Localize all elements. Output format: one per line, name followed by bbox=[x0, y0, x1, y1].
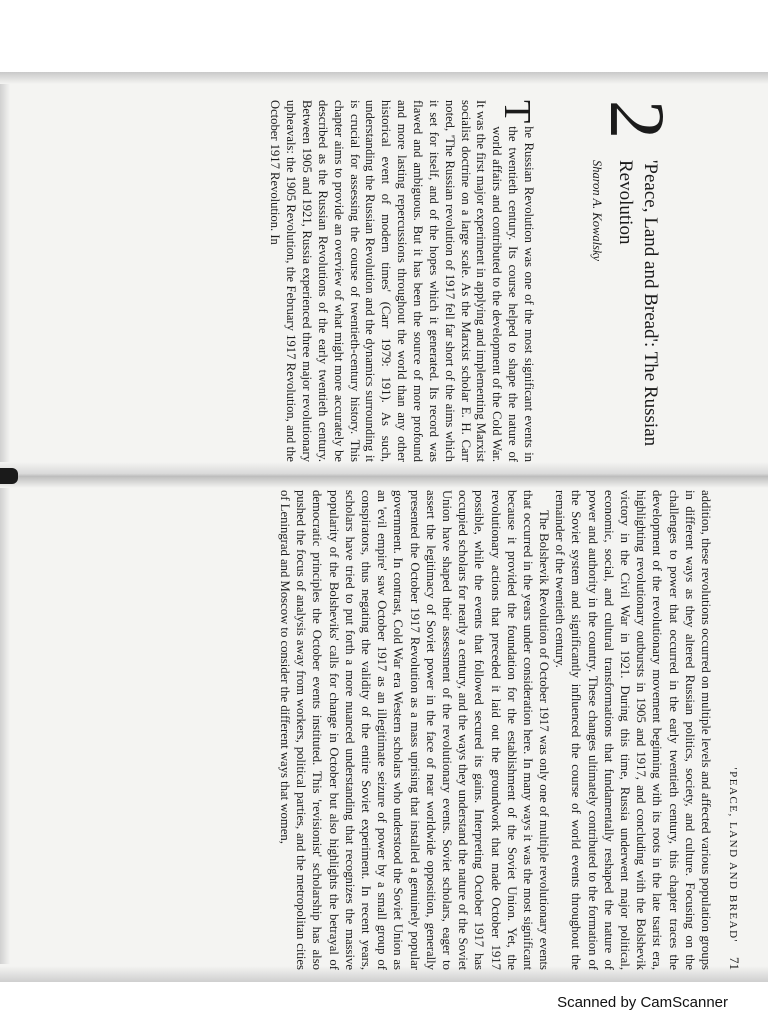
chapter-author: Sharon A. Kowalsky bbox=[590, 160, 604, 262]
page-71 bbox=[62, 490, 742, 970]
scanner-watermark: Scanned by CamScanner bbox=[557, 994, 728, 1011]
drop-cap: T bbox=[496, 100, 538, 124]
gutter-binding-mark bbox=[0, 468, 18, 484]
scan-top-edge bbox=[0, 72, 768, 84]
page-number: 71 bbox=[727, 957, 742, 970]
chapter-opening-page bbox=[268, 100, 681, 462]
intro-paragraph bbox=[266, 100, 536, 462]
book-gutter bbox=[0, 462, 768, 488]
running-head-title: 'PEACE, LAND AND BREAD' bbox=[727, 767, 739, 943]
chapter-heading bbox=[536, 100, 681, 462]
chapter-number: 2 bbox=[594, 100, 681, 139]
body-paragraph: addition, these revolutions occurred on multiple levels and affected various population groups in different ways as they altered Russian politics, society, and culture. Focusing on the challenges to power that occurred in the early twentieth century, this chapter traces the development of the revolutionary movement beginning with its roots in the late tsarist era, highlighting revolutionary outbursts in 1905 and 1917, and concluding with the Bolshevik victory in the Civil War in 1921. During this time, Russia underwent major political, economic, social, and cultural transformations that fundamentally reshaped the nature of power and authority in the country. These changes ultimately contributed to the formation of the Soviet system and significantly influenced the course of world events throughout the remainder of the twentieth century. bbox=[553, 490, 713, 970]
running-head bbox=[720, 490, 742, 970]
intro-paragraph-text: he Russian Revolution was one of the most significant events in the twentieth century. Its course helped to shape the nature of world affairs and contributed to the development of the Cold War. It was the first major experiment in applying and implementing Marxist socialist doctrine on a large scale. As the Marxist scholar E. H. Carr noted, 'The Russian revolution of 1917 fell far short of the aims which it set for itself, and of the hopes which it generated. Its record was flawed and ambiguous. But it has been the source of more profound and more lasting repercussions throughout the world than any other historical event of modern times' (Carr 1979: 191). As such, understanding the Russian Revolution and the dynamics surrounding it is crucial for assessing the course of twentieth-century history. This chapter aims to provide an overview of what might more accurately be described as the Russian Revolutions of the early twentieth century. Between 1905 and 1921, Russia experienced three major revolutionary upheavals: the 1905 Revolution, the February 1917 Revolution, and the October 1917 Revolution. In bbox=[268, 100, 536, 462]
body-paragraph: The Bolshevik Revolution of October 1917 was only one of multiple revolutionary events that occurred in the years under consideration here. In many ways it was the most significant because it provided the foundation for the establishment of the Soviet Union. Yet, the revolutionary actions that preceded it laid out the groundwork that made October 1917 possible, while the events that followed secured its gains. Interpreting October 1917 has occupied scholars for nearly a century, and the ways they understand the nature of the Soviet Union have shaped their assessment of the revolutionary events. Soviet scholars, eager to assert the legitimacy of Soviet power in the face of near worldwide opposition, generally presented the October 1917 Revolution as a mass uprising that installed a genuinely popular government. In contrast, Cold War era Western scholars who understood the Soviet Union as an 'evil empire' saw October 1917 as an illegitimate seizure of power by a small group of conspirators, thus negating the validity of the entire Soviet experiment. In recent years, scholars have tried to put forth a more nuanced understanding that recognizes the massive popularity of the Bolsheviks' calls for change in October but also highlights the betrayal of democratic principles the October events instituted. This 'revisionist' scholarship has also pushed the focus of analysis away from workers, political parties, and the metropolitan cities of Leningrad and Moscow to consider the different ways that women, bbox=[278, 490, 552, 970]
scan-left-shadow bbox=[0, 84, 10, 964]
chapter-title: 'Peace, Land and Bread': The Russian Revolution bbox=[615, 160, 661, 447]
